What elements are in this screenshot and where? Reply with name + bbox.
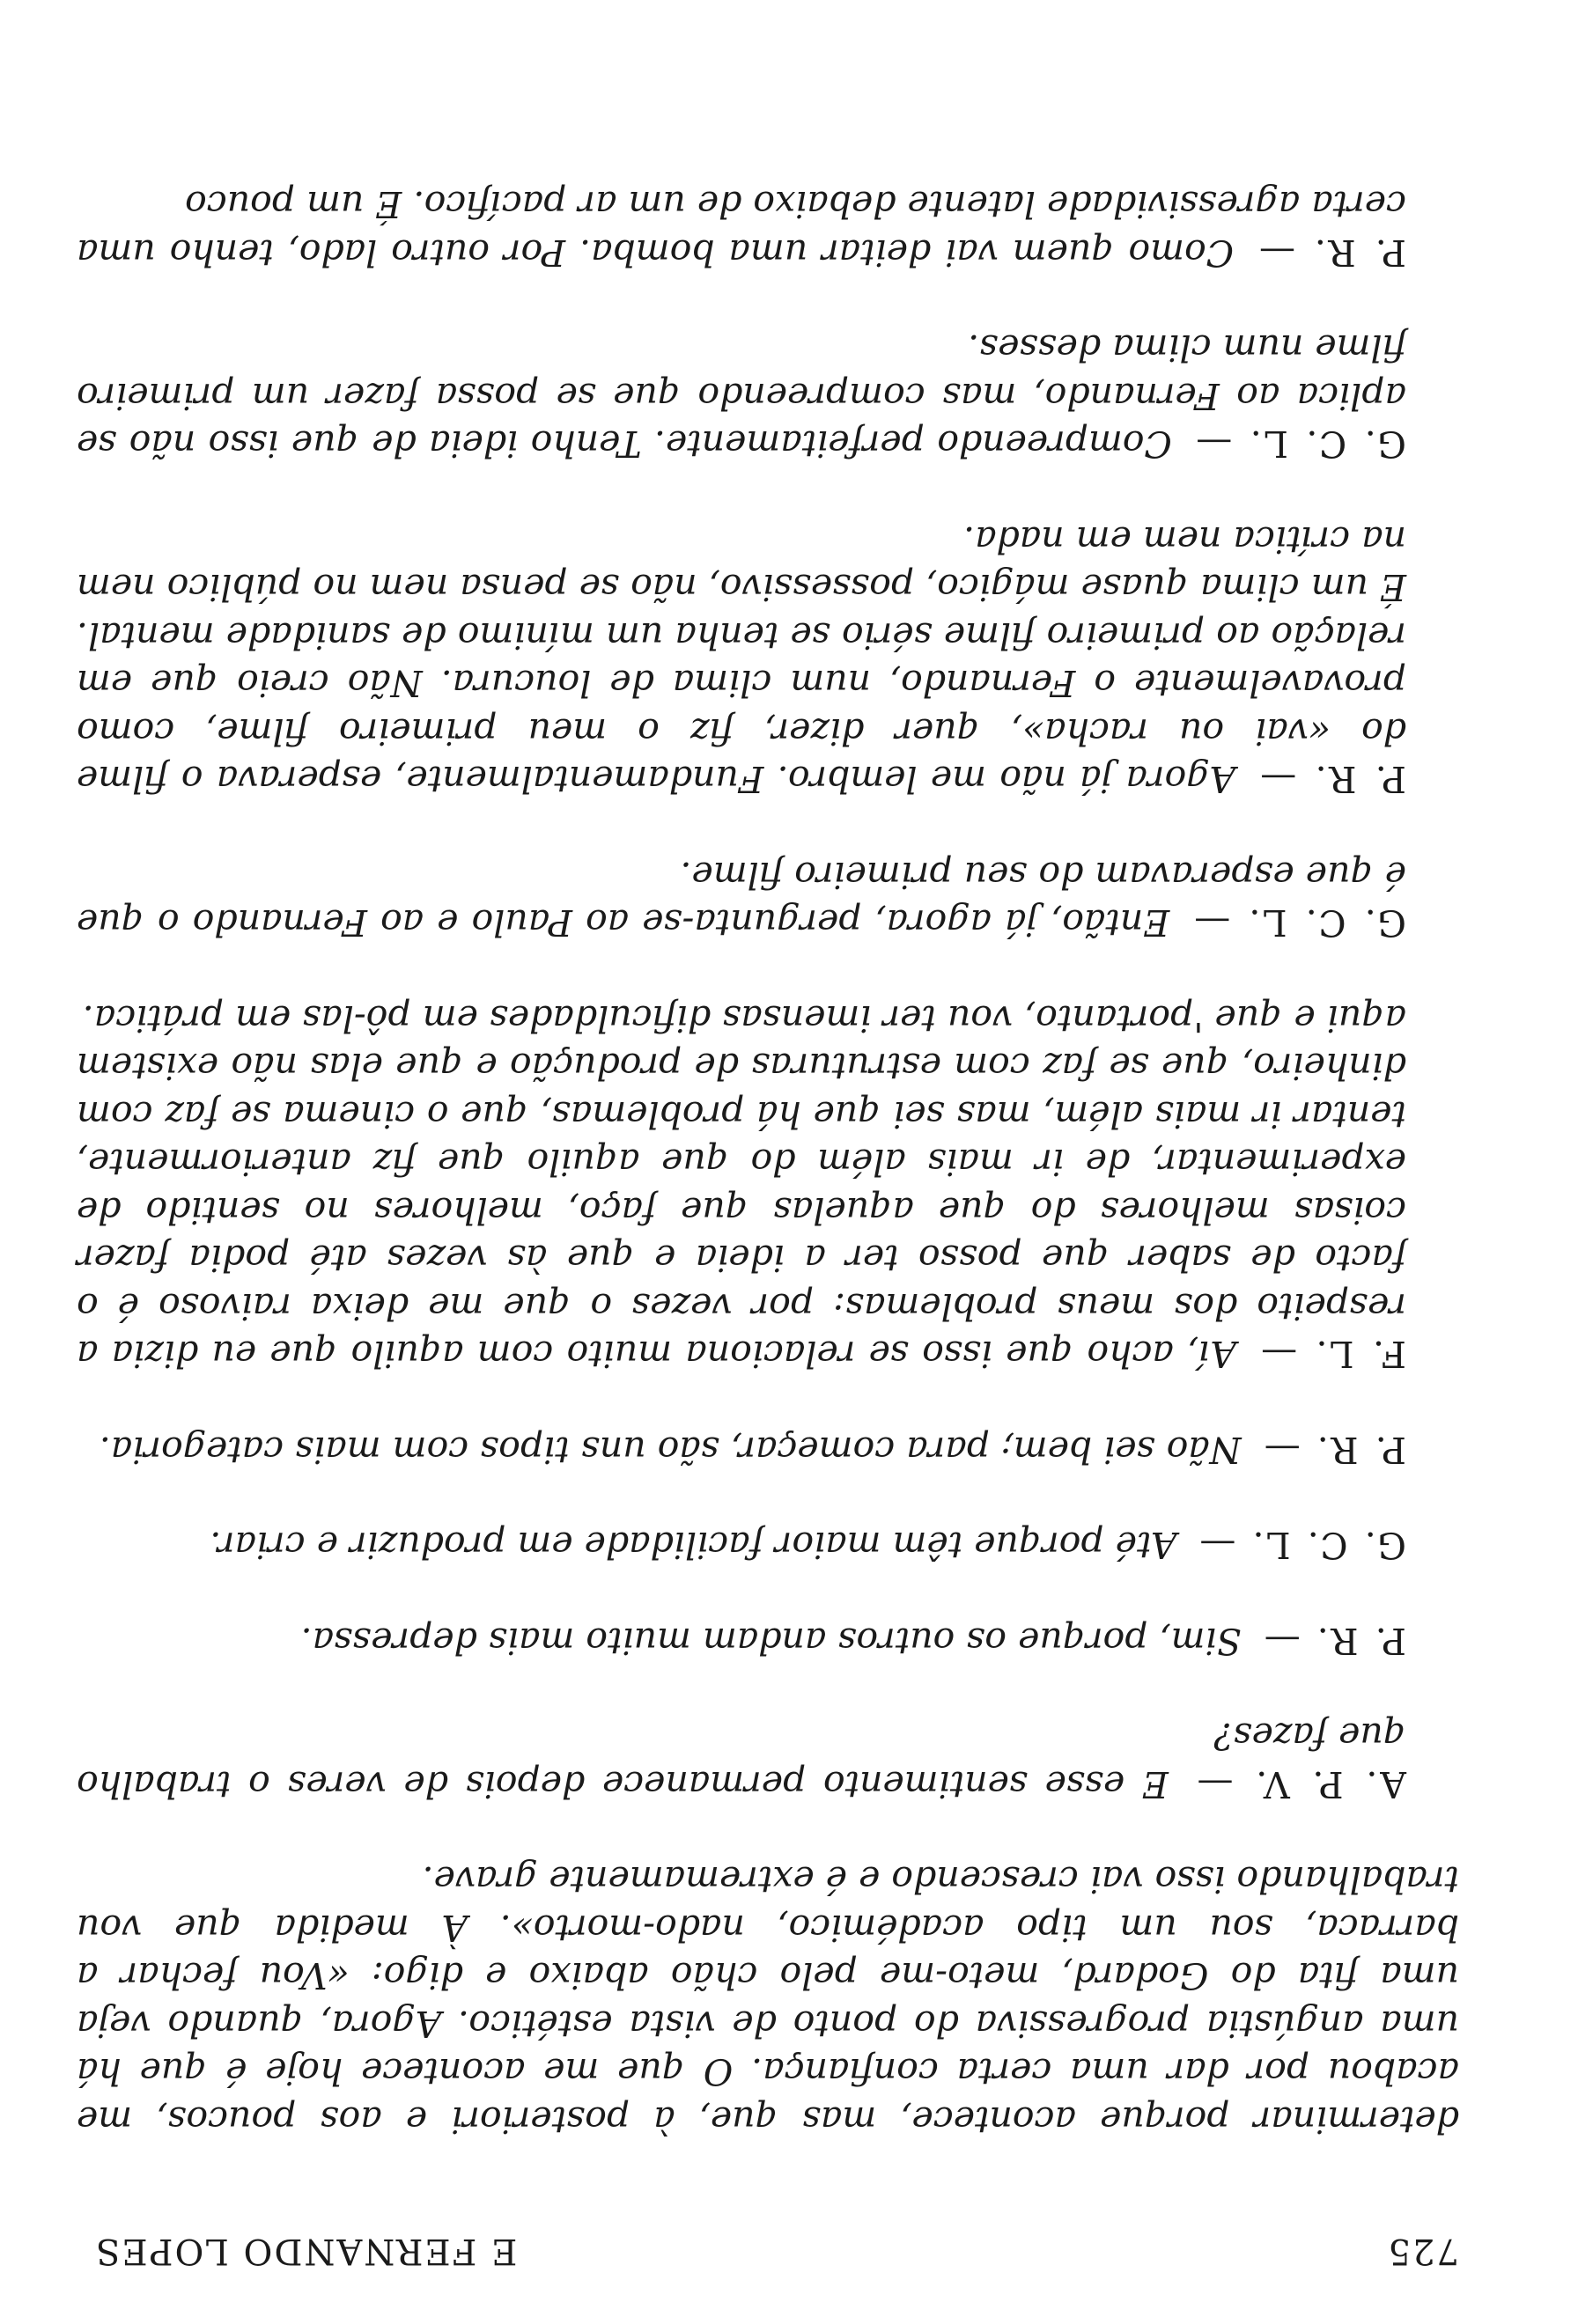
paragraph: [77, 516, 1459, 804]
speaker-label: G. C. L. —: [1191, 901, 1406, 945]
speaker-label: G. C. L. —: [1197, 1524, 1406, 1567]
paragraph: [77, 995, 1459, 1379]
speaker-label: P. R. —: [1261, 1620, 1406, 1662]
paragraph: [77, 1426, 1459, 1475]
paragraph: [77, 1521, 1459, 1570]
paragraph-text: Agora já não me lembro. Fundamentalmente, esperava o filme do «vai ou racha», quer dizer, fiz o meu primeiro filme, como provavelmente o Fernando, num clima de loucura. Não creio que em relação ao primeiro filme sério se tenha um mínimo de sanidade mental. É um clima quase mágico, possessivo, não se pensa nem no público nem na crítica nem em nada.: [77, 518, 1406, 801]
speaker-label: A. P. V. —: [1194, 1763, 1406, 1806]
paragraph-text: determinar porque acontece, mas que, à posteriori e aos poucos, me acabou por dar uma certa confiança. O que me acontece hoje é que há uma angústia progressiva do ponto de vista estético. Agora, quando veja uma fita do Godard, meto-me pelo chão abaixo e digo: «Vou fechar a barraca, sou um tipo académico, nado-morto». À medida que vou trabalhando isso vai crescendo e é extremamente grave.: [77, 1858, 1459, 2141]
speaker-label: P. R. —: [1261, 1429, 1406, 1471]
paragraph: [77, 180, 1459, 276]
speaker-label: P. R. —: [1256, 232, 1406, 274]
paragraph-text: Até porque têm maior facilidade em produzir e criar.: [210, 1524, 1177, 1567]
paragraph: [77, 1617, 1459, 1666]
speaker-label: G. C. L. —: [1193, 423, 1406, 466]
paragraph-text: Sim, porque os outros andam muito mais depressa.: [300, 1620, 1242, 1662]
running-head: [94, 2218, 1459, 2271]
paragraph: [77, 1856, 1459, 2144]
body-text: [77, 133, 1459, 2144]
paragraph-text: Compreendo perfeitamente. Tenho ideia de que isso não se aplica ao Fernando, mas compreendo que se possa fazer um primeiro filme num clima desses.: [77, 327, 1406, 466]
paragraph-text: E esse sentimento permanece depois de veres o trabalho que fazes?: [77, 1715, 1406, 1806]
page-number: 725: [1386, 2231, 1459, 2271]
paragraph-text: Como quem vai deitar uma bomba. Por outro lado, tenho uma certa agressividade latente debaixo de um ar pacífico. É um pouco: [77, 183, 1406, 274]
paragraph: [77, 324, 1459, 468]
paragraph: [77, 851, 1459, 947]
paragraph-text: Então, já agora, pergunta-se ao Paulo e ao Fernando o que é que esperavam do seu primeiro filme.: [77, 854, 1406, 945]
speaker-label: P. R. —: [1257, 758, 1406, 801]
paragraph-text: Aí, acho que isso se relaciona muito com aquilo que eu dizia a respeito dos meus problemas: por vezes o que me deixa raivoso é o facto de saber que posso ter a ideia e que às vezes até podia fazer coisas melhores do que aquelas que faço, melhores no sentido de experimentar, de ir mais além do que aquilo que fiz anteriormente, tentar ir mais além, mas sei que há problemas, que o cinema se faz com dinheiro, que se faz com estruturas de produção e que elas não existem aqui e que 'portanto, vou ter imensas dificuldades em pô-las em prática.: [77, 997, 1406, 1376]
speaker-label: F. L. —: [1258, 1333, 1406, 1376]
paragraph: [77, 1712, 1459, 1808]
paragraph-text: Não sei bem; para começar, são uns tipos com mais categoria.: [99, 1429, 1242, 1471]
header-title: E FERNANDO LOPES: [94, 2231, 518, 2271]
